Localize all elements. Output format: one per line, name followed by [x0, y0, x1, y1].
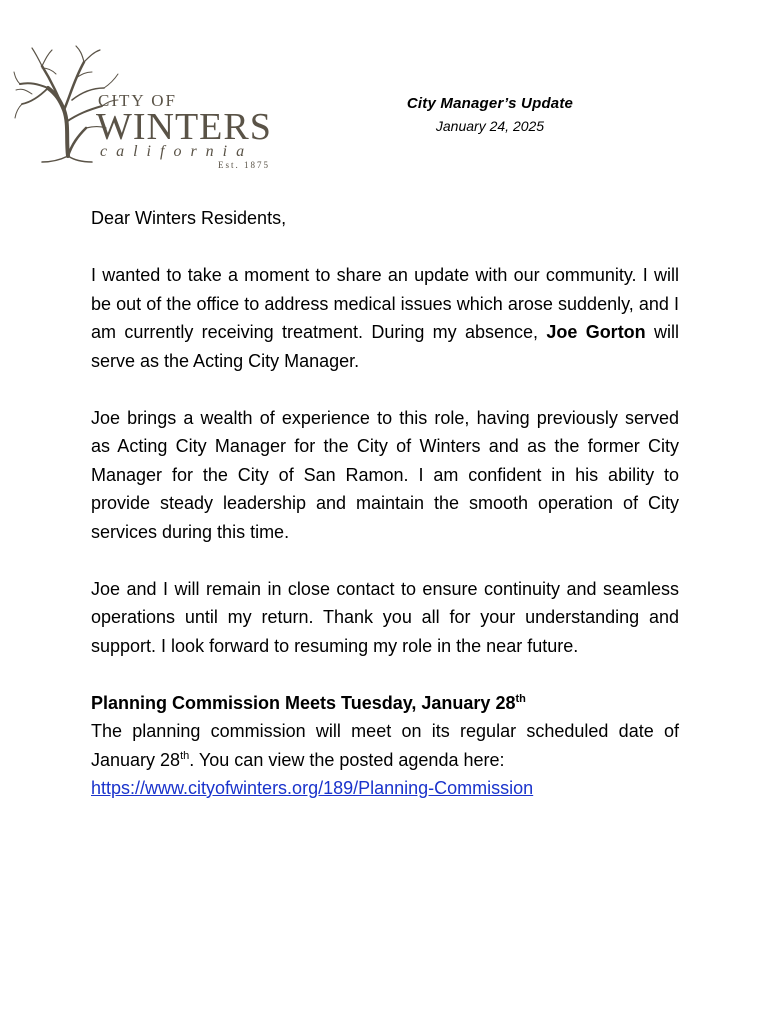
heading-text: Planning Commission Meets Tuesday, January 28: [91, 692, 516, 713]
body-text: The planning commission will meet on its regular scheduled date of January 28: [91, 721, 679, 770]
heading-ordinal: th: [515, 692, 526, 705]
planning-commission-link[interactable]: https://www.cityofwinters.org/189/Planning-Commission: [91, 778, 534, 798]
acting-manager-name: Joe Gorton: [546, 322, 646, 342]
letter-date: January 24, 2025: [435, 118, 545, 134]
paragraph-text: I wanted to take a moment to share an update with our community. I will be out of the office to address medical issues which arose suddenly, and I am currently receiving treatment. During my absence,: [91, 265, 679, 342]
page-title: City Manager’s Update: [406, 95, 574, 112]
planning-commission-body: [91, 717, 679, 774]
planning-commission-heading: [91, 689, 679, 718]
agenda-link-line: [91, 774, 679, 803]
salutation: Dear Winters Residents,: [91, 208, 287, 228]
logo-established: Est. 1875: [218, 160, 271, 170]
logo-city-of: CITY OF: [98, 91, 178, 110]
paragraph-closing: Joe and I will remain in close contact to ensure continuity and seamless operations until my return. Thank you all for your understanding and support. I look forward to resuming my role in the near future.: [91, 578, 679, 656]
body-ordinal: th: [180, 749, 190, 762]
paragraph-text: will serve as the Acting City Manager.: [91, 322, 679, 371]
oak-tree-icon: [12, 44, 282, 172]
paragraph-medical-update: [91, 261, 679, 375]
paragraph-experience: Joe brings a wealth of experience to this role, having previously served as Acting City Manager for the City of Winters and as the former City Manager for the City of San Ramon. I am confident in his ability to provide steady leadership and maintain the smooth operation of City services during this time.: [91, 407, 679, 542]
logo-winters: WINTERS: [96, 106, 272, 148]
city-logo: [12, 44, 282, 172]
letter-body: [91, 204, 679, 803]
letter-header: [300, 94, 680, 136]
body-text: . You can view the posted agenda here:: [189, 749, 505, 770]
logo-california: california: [100, 143, 254, 160]
